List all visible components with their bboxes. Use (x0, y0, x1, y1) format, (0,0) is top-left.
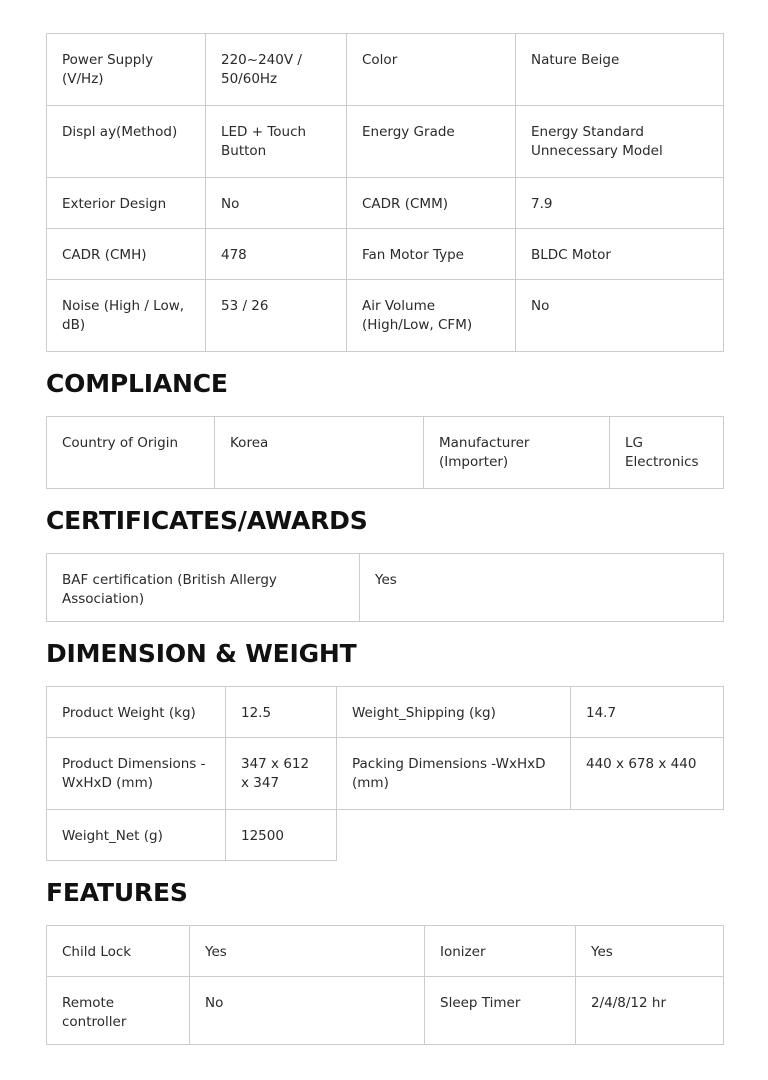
dimension-table (46, 686, 724, 861)
spec-value: Energy Standard Unnecessary Model (516, 106, 724, 178)
spec-label: Remote controller (47, 977, 190, 1045)
spec-page (46, 33, 723, 1045)
spec-value: 478 (206, 229, 347, 280)
spec-label: Ionizer (425, 926, 576, 977)
table-row (47, 738, 724, 810)
dimension-section-header (46, 622, 723, 686)
compliance-title: COMPLIANCE (46, 369, 228, 398)
features-section-header (46, 861, 723, 925)
certificates-table (46, 553, 724, 622)
features-table (46, 925, 724, 1045)
spec-value: 7.9 (516, 178, 724, 229)
spec-label: BAF certification (British Allergy Association) (47, 554, 360, 622)
spec-value: LED + Touch Button (206, 106, 347, 178)
table-row (47, 926, 724, 977)
spec-label: Air Volume (High/Low, CFM) (347, 280, 516, 352)
spec-label: Weight_Net (g) (47, 810, 226, 861)
table-row (47, 178, 724, 229)
spec-label: Noise (High / Low, dB) (47, 280, 206, 352)
table-row (47, 810, 724, 861)
spec-label: Power Supply (V/Hz) (47, 34, 206, 106)
spec-value: 220~240V / 50/60Hz (206, 34, 347, 106)
spec-value: Korea (215, 417, 424, 489)
certificates-title: CERTIFICATES/AWARDS (46, 506, 368, 535)
table-row (47, 417, 724, 489)
spec-value: BLDC Motor (516, 229, 724, 280)
spec-value: 347 x 612 x 347 (226, 738, 337, 810)
spec-label: Country of Origin (47, 417, 215, 489)
table-row (47, 280, 724, 352)
spec-label: Product Dimensions - WxHxD (mm) (47, 738, 226, 810)
spec-value: No (516, 280, 724, 352)
table-row (47, 977, 724, 1045)
spec-label: CADR (CMH) (47, 229, 206, 280)
spec-table (46, 33, 724, 352)
spec-value: 12.5 (226, 687, 337, 738)
spec-value: 14.7 (571, 687, 724, 738)
spec-value: Yes (190, 926, 425, 977)
dimension-title: DIMENSION & WEIGHT (46, 639, 357, 668)
empty-cell (337, 810, 724, 861)
spec-label: Product Weight (kg) (47, 687, 226, 738)
spec-label: Manufacturer (Importer) (424, 417, 610, 489)
compliance-section-header (46, 352, 723, 416)
spec-value: Yes (576, 926, 724, 977)
spec-label: Child Lock (47, 926, 190, 977)
spec-label: Color (347, 34, 516, 106)
spec-value: No (190, 977, 425, 1045)
spec-label: Energy Grade (347, 106, 516, 178)
spec-value: No (206, 178, 347, 229)
table-row (47, 106, 724, 178)
table-row (47, 687, 724, 738)
spec-value: LG Electronics (610, 417, 724, 489)
spec-label: CADR (CMM) (347, 178, 516, 229)
spec-value: 53 / 26 (206, 280, 347, 352)
spec-label: Fan Motor Type (347, 229, 516, 280)
spec-value: 2/4/8/12 hr (576, 977, 724, 1045)
spec-label: Exterior Design (47, 178, 206, 229)
spec-label: Packing Dimensions -WxHxD (mm) (337, 738, 571, 810)
spec-label: Sleep Timer (425, 977, 576, 1045)
compliance-table (46, 416, 724, 489)
spec-value: 12500 (226, 810, 337, 861)
table-row (47, 229, 724, 280)
spec-label: Weight_Shipping (kg) (337, 687, 571, 738)
features-title: FEATURES (46, 878, 188, 907)
spec-value: 440 x 678 x 440 (571, 738, 724, 810)
table-row (47, 34, 724, 106)
spec-value: Yes (360, 554, 724, 622)
spec-value: Nature Beige (516, 34, 724, 106)
certificates-section-header (46, 489, 723, 553)
table-row (47, 554, 724, 622)
spec-label: Displ ay(Method) (47, 106, 206, 178)
